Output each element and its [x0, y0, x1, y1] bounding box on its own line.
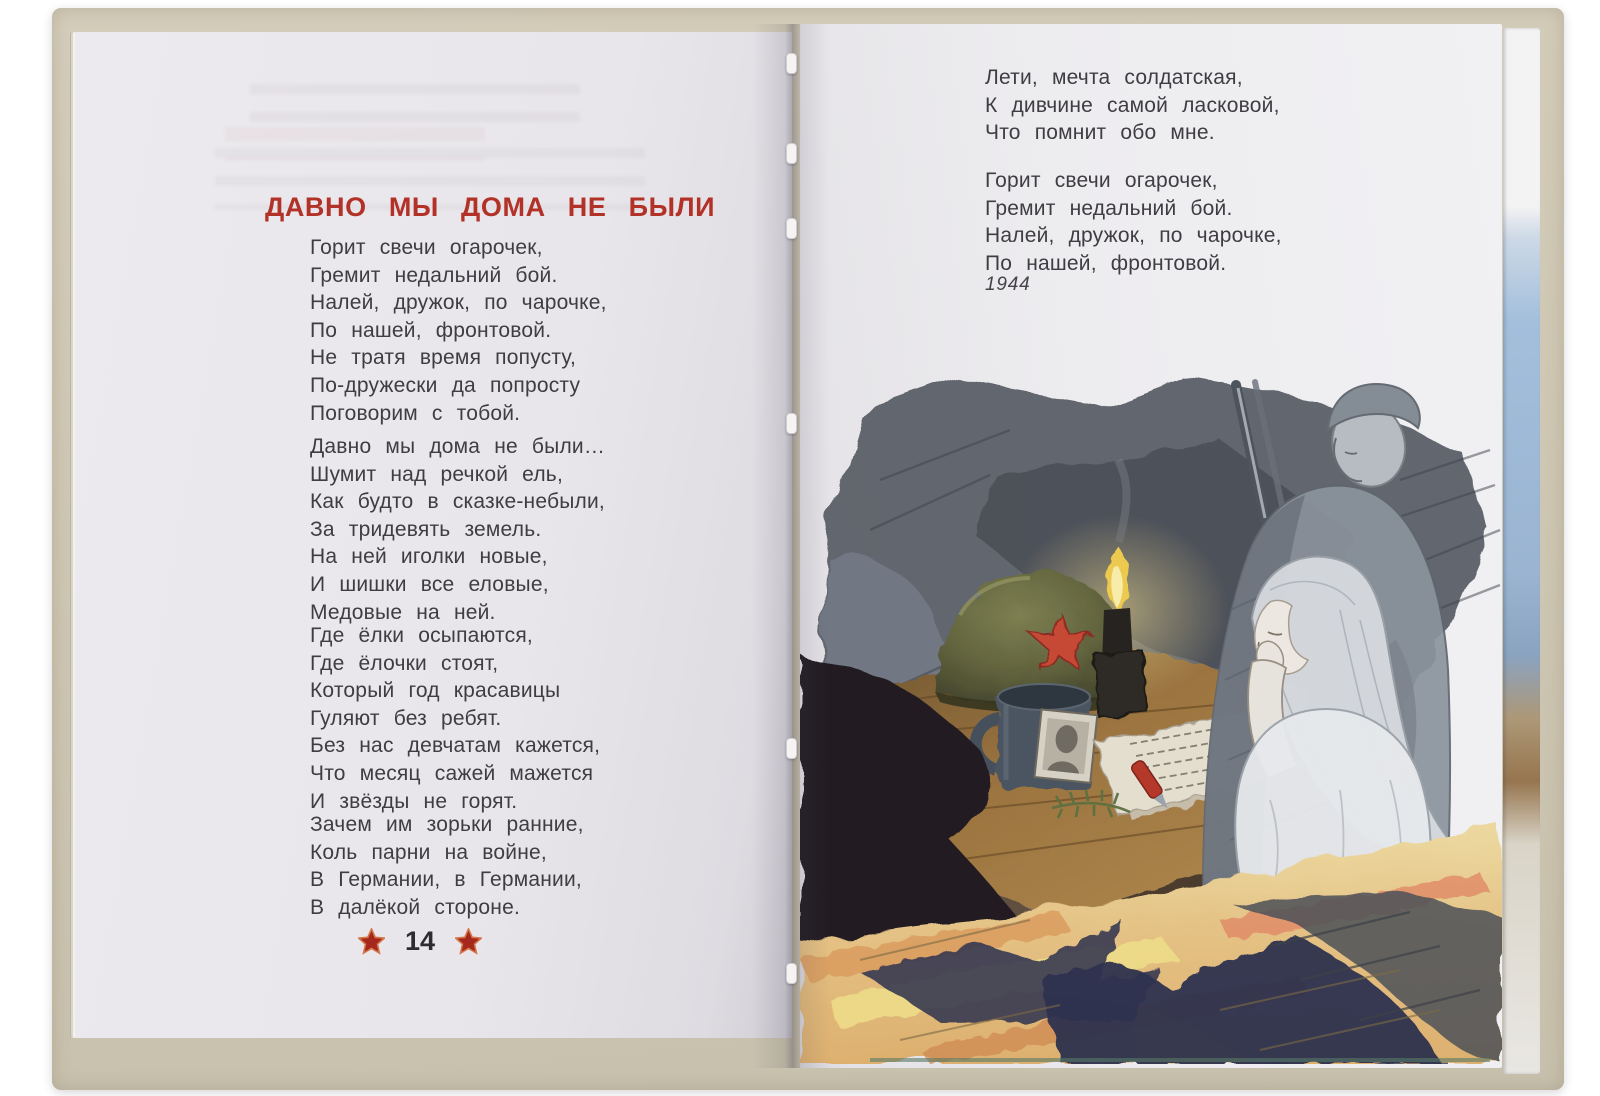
poem-line: Коль парни на войне, [310, 840, 547, 864]
poem-line: По нашей, фронтовой. [310, 318, 552, 342]
poem-line: И звёзды не горят. [310, 789, 518, 813]
poem-line: Где ёлки осыпаются, [310, 624, 533, 647]
poem-line: За тридевять земель. [310, 517, 542, 541]
poem-line: Шумит над речкой ель, [310, 462, 563, 486]
stanza [310, 622, 600, 815]
poem-line: Который год красавицы [310, 679, 561, 703]
poem-line: Налей, дружок, по чарочке, [310, 291, 607, 315]
stanza [310, 811, 584, 921]
year-label: 1944 [985, 274, 1031, 295]
next-page-sliver [1503, 28, 1540, 1074]
illustration [800, 360, 1502, 1064]
poem-line: Гремит недальний бой. [310, 263, 558, 287]
binding-stitch [786, 143, 797, 164]
soldier-photo [1034, 709, 1097, 782]
poem-line: Поговорим с тобой. [310, 401, 521, 425]
poem-line: Гремит недальний бой. [985, 196, 1233, 220]
poem-line: Налей, дружок, по чарочке, [985, 224, 1282, 248]
page-footer [75, 926, 765, 957]
show-through-text [225, 127, 485, 161]
poem-line: Давно мы дома не были… [310, 435, 606, 458]
poem-line: В далёкой стороне. [310, 895, 521, 919]
stanza [985, 64, 1280, 147]
poem-line: Горит свечи огарочек, [310, 236, 543, 259]
poem-line: В Германии, в Германии, [310, 868, 582, 892]
poem-line: По нашей, фронтовой. [985, 251, 1227, 275]
poem-line: Что месяц сажей мажется [310, 761, 594, 785]
poem-line: Лети, мечта солдатская, [985, 66, 1243, 89]
poem-line: К дивчине самой ласковой, [985, 93, 1280, 117]
poem-line: Зачем им зорьки ранние, [310, 813, 584, 836]
poem-line: На ней иголки новые, [310, 545, 548, 569]
poem-line: Горит свечи огарочек, [985, 169, 1218, 192]
stanza [310, 433, 605, 626]
binding-stitch [786, 53, 797, 74]
stanza [310, 234, 607, 427]
binding-stitch [786, 738, 797, 759]
poem-line: Как будто в сказке-небыли, [310, 490, 605, 514]
book [52, 8, 1564, 1090]
binding-stitch [786, 963, 797, 984]
right-page [800, 24, 1502, 1068]
star-icon [455, 928, 482, 955]
poem-line: Гуляют без ребят. [310, 706, 502, 730]
poem-line: Что помнит обо мне. [985, 121, 1215, 145]
poem-title: ДАВНО МЫ ДОМА НЕ БЫЛИ [265, 192, 716, 222]
binding-stitch [786, 413, 797, 434]
poem-line: Без нас девчатам кажется, [310, 734, 601, 758]
star-icon [358, 928, 385, 955]
poem-line: Медовые на ней. [310, 600, 496, 624]
poem-line: И шишки все еловые, [310, 572, 549, 596]
left-page [75, 32, 792, 1038]
poem-line: Не тратя время попусту, [310, 346, 577, 370]
poem-line: По-дружески да попросту [310, 373, 581, 397]
stanza [985, 167, 1282, 277]
page-number: 14 [404, 926, 436, 956]
poem-line: Где ёлочки стоят, [310, 651, 499, 675]
binding-stitch [786, 218, 797, 239]
